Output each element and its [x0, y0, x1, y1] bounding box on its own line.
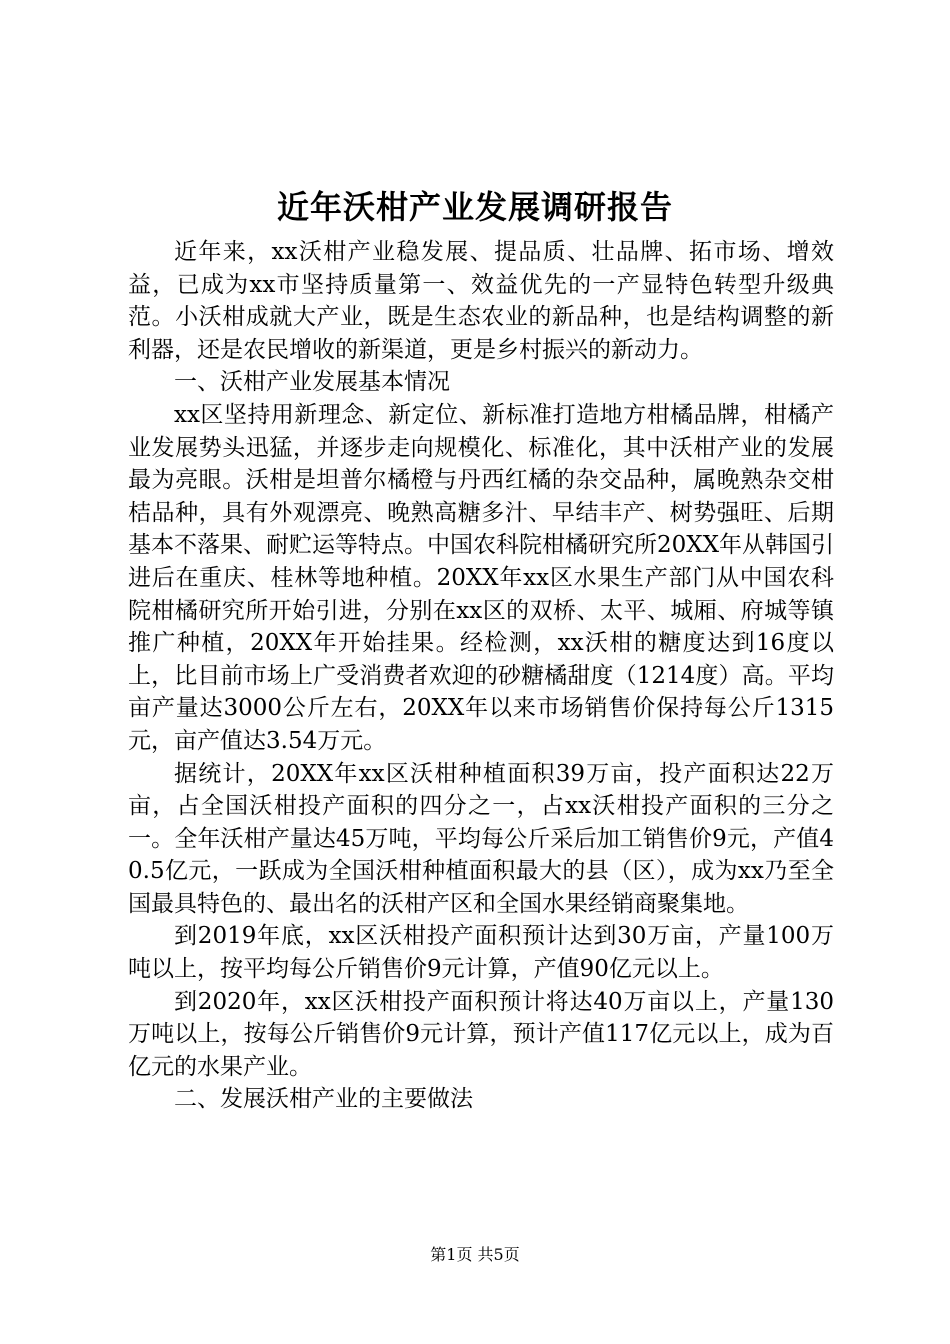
paragraph-2020-forecast: 到2020年，xx区沃柑投产面积预计将达40万亩以上，产量130万吨以上，按每公斤销售价9元计算，预计产值117亿元以上，成为百亿元的水果产业。: [128, 988, 834, 1080]
document-body: [128, 236, 834, 1116]
section-heading-2: 二、发展沃柑产业的主要做法: [174, 1086, 473, 1113]
paragraph-basic-info: xx区坚持用新理念、新定位、新标准打造地方柑橘品牌，柑橘产业发展势头迅猛，并逐步走向规模化、标准化，其中沃柑产业的发展最为亮眼。沃柑是坦普尔橘橙与丹西红橘的杂交品种，属晚熟杂交柑桔品种，具有外观漂亮、晚熟高糖多汁、早结丰产、树势强旺、后期基本不落果、耐贮运等特点。中国农科院柑橘研究所20XX年从韩国引进后在重庆、桂林等地种植。20XX年xx区水果生产部门从中国农科院柑橘研究所开始引进，分别在xx区的双桥、太平、城厢、府城等镇推广种植，20XX年开始挂果。经检测，xx沃柑的糖度达到16度以上，比目前市场上广受消费者欢迎的砂糖橘甜度（1214度）高。平均亩产量达3000公斤左右，20XX年以来市场销售价保持每公斤1315元，亩产值达3.54万元。: [128, 401, 835, 754]
paragraph-statistics: 据统计，20XX年xx区沃柑种植面积39万亩，投产面积达22万亩，占全国沃柑投产面积的四分之一，占xx沃柑投产面积的三分之一。全年沃柑产量达45万吨，平均每公斤采后加工销售价9元，产值40.5亿元，一跃成为全国沃柑种植面积最大的县（区），成为xx乃至全国最具特色的、最出名的沃柑产区和全国水果经销商聚集地。: [128, 760, 834, 917]
section-heading-1: 一、沃柑产业发展基本情况: [174, 369, 450, 396]
page-footer: 第1页 共5页: [430, 1245, 520, 1264]
paragraph-intro: 近年来，xx沃柑产业稳发展、提品质、壮品牌、拓市场、增效益，已成为xx市坚持质量第一、效益优先的一产显特色转型升级典范。小沃柑成就大产业，既是生态农业的新品种，也是结构调整的新利器，还是农民增收的新渠道，更是乡村振兴的新动力。: [128, 239, 834, 363]
paragraph-2019-forecast: 到2019年底，xx区沃柑投产面积预计达到30万亩，产量100万吨以上，按平均每公斤销售价9元计算，产值90亿元以上。: [128, 923, 834, 983]
document-title: 近年沃柑产业发展调研报告: [276, 188, 673, 226]
